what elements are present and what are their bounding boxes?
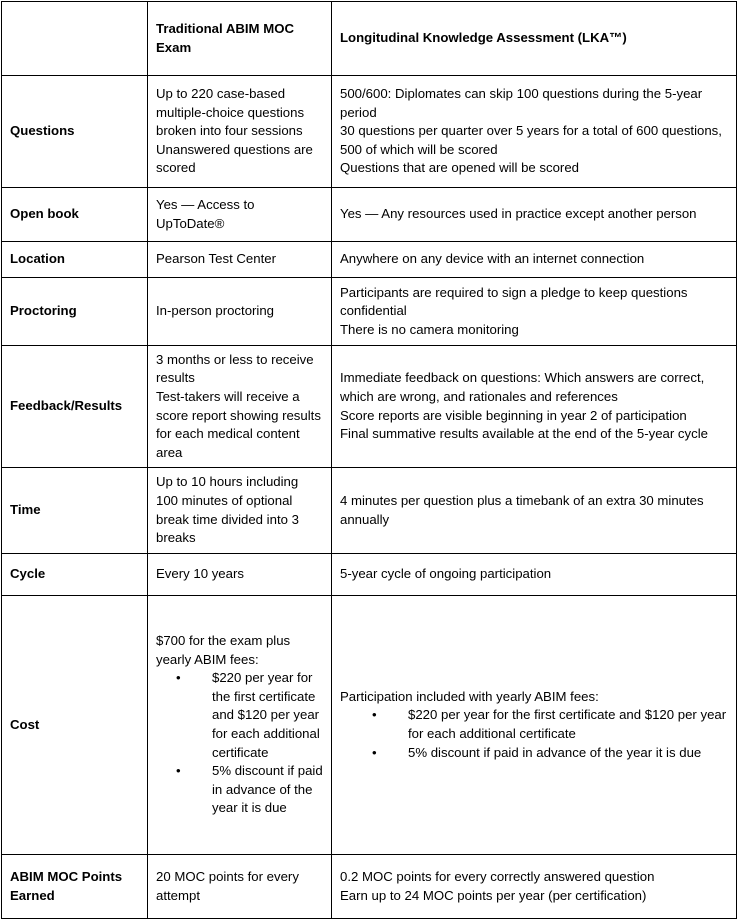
cell-location-traditional bbox=[148, 242, 332, 278]
cost-lka-bullet-list bbox=[340, 706, 728, 762]
cell-text: 5-year cycle of ongoing participation bbox=[340, 566, 552, 582]
row-label-location: Location bbox=[2, 242, 148, 278]
bullet-icon: • bbox=[372, 744, 377, 760]
cell-text: Participants are required to sign a pledge to keep questions confidential bbox=[340, 284, 688, 319]
row-label-proctoring: Proctoring bbox=[2, 278, 148, 346]
list-item bbox=[156, 762, 323, 818]
bullet-icon: • bbox=[176, 670, 181, 686]
header-corner-cell bbox=[2, 2, 148, 76]
cell-text: Unanswered questions are scored bbox=[156, 141, 313, 176]
row-label-questions: Questions bbox=[2, 76, 148, 188]
cell-text: Up to 220 case-based multiple-choice questions broken into four sessions bbox=[156, 86, 305, 139]
cell-location-lka bbox=[332, 242, 737, 278]
table-row-questions bbox=[2, 76, 737, 188]
cell-cycle-traditional bbox=[148, 554, 332, 596]
cell-text: 4 minutes per question plus a timebank of an extra 30 minutes annually bbox=[340, 492, 704, 527]
table-row-feedback-results bbox=[2, 346, 737, 468]
cell-text: Immediate feedback on questions: Which answers are correct, which are wrong, and rationales and references bbox=[340, 370, 705, 404]
bullet-icon: • bbox=[372, 707, 377, 723]
cell-text: Score reports are visible beginning in year 2 of participation bbox=[340, 407, 687, 423]
cell-text: 0.2 MOC points for every correctly answered question bbox=[340, 868, 655, 884]
list-item-text: $220 per year for the first certificate and $120 per year for each additional certificate bbox=[408, 707, 727, 741]
list-item bbox=[156, 669, 323, 762]
cell-moc-points-lka bbox=[332, 855, 737, 919]
cell-text: Participation included with yearly ABIM fees: bbox=[340, 688, 599, 704]
cell-text: Earn up to 24 MOC points per year (per certification) bbox=[340, 887, 647, 903]
comparison-table bbox=[1, 1, 737, 919]
cell-text: Every 10 years bbox=[156, 566, 244, 582]
bullet-icon: • bbox=[176, 763, 181, 779]
list-item bbox=[340, 744, 728, 763]
row-label-open-book: Open book bbox=[2, 188, 148, 242]
cell-proctoring-traditional bbox=[148, 278, 332, 346]
cell-feedback-traditional bbox=[148, 346, 332, 468]
cell-text: Yes — Access to UpToDate® bbox=[156, 196, 255, 231]
list-item bbox=[340, 706, 728, 743]
cell-text: Pearson Test Center bbox=[156, 251, 276, 267]
table-header-row bbox=[2, 2, 737, 76]
cell-text: In-person proctoring bbox=[156, 303, 275, 319]
table-row-location bbox=[2, 242, 737, 278]
cell-text: 500/600: Diplomates can skip 100 questions during the 5-year period bbox=[340, 86, 703, 120]
cell-questions-traditional bbox=[148, 76, 332, 188]
table-row-proctoring bbox=[2, 278, 737, 346]
header-traditional-exam: Traditional ABIM MOC Exam bbox=[148, 2, 332, 76]
cell-cost-traditional bbox=[148, 596, 332, 855]
cell-text: Anywhere on any device with an internet connection bbox=[340, 251, 645, 267]
cell-time-lka bbox=[332, 468, 737, 554]
table-row-moc-points bbox=[2, 855, 737, 919]
row-label-moc-points: ABIM MOC Points Earned bbox=[2, 855, 148, 919]
row-label-cycle: Cycle bbox=[2, 554, 148, 596]
cell-moc-points-traditional bbox=[148, 855, 332, 919]
cost-traditional-bullet-list bbox=[156, 669, 323, 818]
table-row-time bbox=[2, 468, 737, 554]
row-label-cost: Cost bbox=[2, 596, 148, 855]
cell-cost-lka bbox=[332, 596, 737, 855]
table-row-cost bbox=[2, 596, 737, 855]
cell-text: $700 for the exam plus yearly ABIM fees: bbox=[156, 633, 291, 667]
cell-text: There is no camera monitoring bbox=[340, 321, 519, 337]
cell-open-book-lka bbox=[332, 188, 737, 242]
cell-text: Test-takers will receive a score report showing results for each medical content area bbox=[156, 388, 321, 460]
header-lka: Longitudinal Knowledge Assessment (LKA™) bbox=[332, 2, 737, 76]
cell-text: 3 months or less to receive results bbox=[156, 351, 314, 386]
row-label-time: Time bbox=[2, 468, 148, 554]
list-item-text: 5% discount if paid in advance of the year it is due bbox=[212, 763, 323, 816]
cell-text: Final summative results available at the end of the 5-year cycle bbox=[340, 426, 708, 442]
cell-text: 30 questions per quarter over 5 years for a total of 600 questions, 500 of which will be scored bbox=[340, 123, 722, 157]
cell-cycle-lka bbox=[332, 554, 737, 596]
row-label-feedback-results: Feedback/Results bbox=[2, 346, 148, 468]
cell-text: Yes — Any resources used in practice except another person bbox=[340, 206, 697, 222]
cell-text: 20 MOC points for every attempt bbox=[156, 868, 299, 903]
cell-proctoring-lka bbox=[332, 278, 737, 346]
cell-time-traditional bbox=[148, 468, 332, 554]
list-item-text: $220 per year for the first certificate and $120 per year for each additional certificate bbox=[212, 670, 320, 760]
cell-questions-lka bbox=[332, 76, 737, 188]
table-row-cycle bbox=[2, 554, 737, 596]
list-item-text: 5% discount if paid in advance of the year it is due bbox=[408, 744, 702, 760]
cell-open-book-traditional bbox=[148, 188, 332, 242]
cell-text: Up to 10 hours including 100 minutes of optional break time divided into 3 breaks bbox=[156, 474, 299, 546]
cell-text: Questions that are opened will be scored bbox=[340, 160, 579, 176]
cell-feedback-lka bbox=[332, 346, 737, 468]
table-row-open-book bbox=[2, 188, 737, 242]
